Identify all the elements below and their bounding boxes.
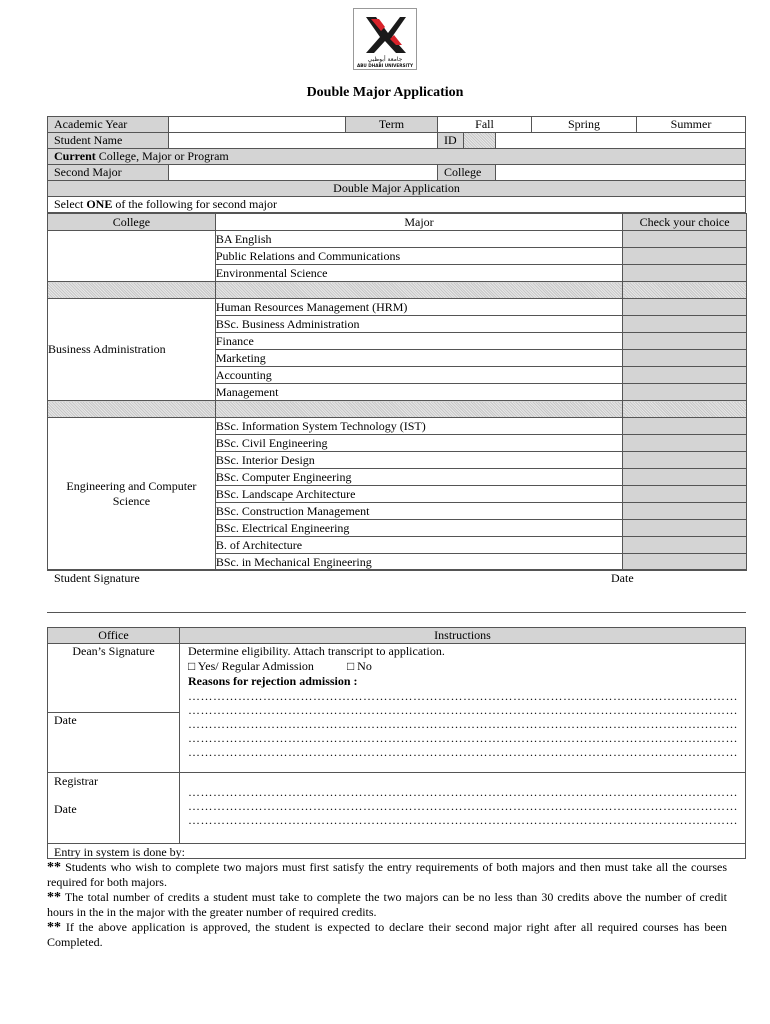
separator-row <box>623 401 747 418</box>
eligibility-box <box>179 643 746 773</box>
current-rest: College, Major or Program <box>95 149 229 163</box>
check-choice-cell[interactable] <box>623 554 747 571</box>
section-title-bar: Double Major Application <box>47 180 746 197</box>
deans-signature-field[interactable] <box>47 657 180 713</box>
check-choice-cell[interactable] <box>623 384 747 401</box>
term-fall[interactable]: Fall <box>437 116 532 133</box>
check-choice-cell[interactable] <box>623 316 747 333</box>
check-choice-cell[interactable] <box>623 503 747 520</box>
entry-label: Entry in system is done by: <box>54 845 185 859</box>
reason-line[interactable]: …………………………………………………………………………………………………………………… <box>188 745 738 759</box>
check-choice-cell[interactable] <box>623 435 747 452</box>
registrar-label: Registrar <box>54 774 98 788</box>
separator-row <box>48 282 216 299</box>
major-item: BSc. Interior Design <box>215 452 622 469</box>
major-item: Environmental Science <box>215 265 622 282</box>
note-text: Students who wish to complete two majors must first satisfy the entry requirements of both majors and then must take all the courses required for both majors. <box>47 860 727 889</box>
admission-options <box>188 659 739 674</box>
major-item: BSc. Information System Technology (IST) <box>215 418 622 435</box>
student-name-field[interactable] <box>168 132 438 149</box>
reason-line[interactable]: …………………………………………………………………………………………………………………… <box>188 689 738 703</box>
registrar-line[interactable]: …………………………………………………………………………………………………………………… <box>188 799 738 813</box>
major-item: B. of Architecture <box>215 537 622 554</box>
major-item: BSc. Construction Management <box>215 503 622 520</box>
student-signature-label[interactable]: Student Signature <box>54 571 140 585</box>
major-item: Marketing <box>215 350 622 367</box>
reasons-label: Reasons for rejection admission : <box>188 674 358 688</box>
major-item: Human Resources Management (HRM) <box>215 299 622 316</box>
major-item: BSc. Computer Engineering <box>215 469 622 486</box>
office-header: Office <box>47 627 180 644</box>
entry-in-system-row[interactable] <box>47 843 746 859</box>
major-item: BSc. Electrical Engineering <box>215 520 622 537</box>
col-check-header: Check your choice <box>623 214 747 231</box>
reason-line[interactable]: …………………………………………………………………………………………………………………… <box>188 731 738 745</box>
logo-arabic-text: جامعة أبوظبي <box>367 56 403 63</box>
check-choice-cell[interactable] <box>623 537 747 554</box>
eligibility-text: Determine eligibility. Attach transcript to application. <box>188 644 445 658</box>
note-item <box>47 890 727 920</box>
col-major-header: Major <box>215 214 622 231</box>
logo-name-text: ABU DHABI UNIVERSITY <box>357 63 413 68</box>
yes-regular-admission-checkbox[interactable]: □ Yes/ Regular Admission <box>188 659 314 673</box>
registrar-line[interactable]: …………………………………………………………………………………………………………………… <box>188 785 738 799</box>
term-summer[interactable]: Summer <box>636 116 746 133</box>
note-mark: ** <box>47 890 61 905</box>
registrar-date-label: Date <box>54 802 77 816</box>
select-bold: ONE <box>86 197 113 211</box>
major-item: Management <box>215 384 622 401</box>
registrar-box[interactable] <box>47 772 180 844</box>
check-choice-cell[interactable] <box>623 333 747 350</box>
major-item: BSc. Civil Engineering <box>215 435 622 452</box>
college-cell-engineering: Engineering and Computer Science <box>48 418 216 571</box>
col-college-header: College <box>48 214 216 231</box>
college-field[interactable] <box>495 164 746 181</box>
separator-row <box>48 401 216 418</box>
check-choice-cell[interactable] <box>623 367 747 384</box>
major-item: BSc. Landscape Architecture <box>215 486 622 503</box>
second-major-field[interactable] <box>168 164 438 181</box>
note-item <box>47 860 727 890</box>
majors-table <box>47 213 747 571</box>
signature-bottom-rule <box>47 612 746 613</box>
reason-line[interactable]: …………………………………………………………………………………………………………………… <box>188 703 738 717</box>
check-choice-cell[interactable] <box>623 486 747 503</box>
major-item: BSc. in Mechanical Engineering <box>215 554 622 571</box>
check-choice-cell[interactable] <box>623 299 747 316</box>
major-item: Public Relations and Communications <box>215 248 622 265</box>
note-item <box>47 920 727 950</box>
university-logo <box>353 8 417 70</box>
id-label: ID <box>437 132 464 149</box>
student-name-label: Student Name <box>47 132 169 149</box>
separator-row <box>623 282 747 299</box>
id-shaded-cell <box>463 132 496 149</box>
second-major-label: Second Major <box>47 164 169 181</box>
college-cell-0 <box>48 231 216 282</box>
check-choice-cell[interactable] <box>623 248 747 265</box>
college-label: College <box>437 164 496 181</box>
major-item: Finance <box>215 333 622 350</box>
select-pre: Select <box>54 197 87 211</box>
notes-section <box>47 860 727 950</box>
dean-date-label: Date <box>54 713 77 727</box>
current-bold: Current <box>54 149 96 163</box>
check-choice-cell[interactable] <box>623 452 747 469</box>
major-item: BA English <box>215 231 622 248</box>
page-title: Double Major Application <box>306 85 464 100</box>
registrar-line[interactable]: …………………………………………………………………………………………………………………… <box>188 813 738 827</box>
registrar-notes-box <box>179 772 746 844</box>
note-text: The total number of credits a student must take to complete the two majors can be no less than 30 credits above the number of credit hours in the in the major with the greater number of required credits. <box>47 890 727 919</box>
note-mark: ** <box>47 920 61 935</box>
no-checkbox[interactable]: □ No <box>346 659 372 673</box>
term-label: Term <box>345 116 438 133</box>
select-one-instruction <box>47 196 746 213</box>
instructions-header: Instructions <box>179 627 746 644</box>
dean-date-field[interactable] <box>47 712 180 773</box>
reason-line[interactable]: …………………………………………………………………………………………………………………… <box>188 717 738 731</box>
separator-row <box>215 401 622 418</box>
student-date-label[interactable]: Date <box>611 571 634 585</box>
check-choice-cell[interactable] <box>623 418 747 435</box>
logo-mark-icon <box>354 9 416 69</box>
check-choice-cell[interactable] <box>623 469 747 486</box>
note-mark: ** <box>47 860 61 875</box>
major-item: BSc. Business Administration <box>215 316 622 333</box>
major-item: Accounting <box>215 367 622 384</box>
check-choice-cell[interactable] <box>623 350 747 367</box>
check-choice-cell[interactable] <box>623 231 747 248</box>
college-cell-business: Business Administration <box>48 299 216 401</box>
term-spring[interactable]: Spring <box>531 116 637 133</box>
academic-year-label: Academic Year <box>47 116 169 133</box>
note-text: If the above application is approved, the student is expected to declare their second major right after all required courses has been Completed. <box>47 920 727 949</box>
academic-year-field[interactable] <box>168 116 346 133</box>
deans-signature-label: Dean’s Signature <box>47 643 180 658</box>
signature-top-rule <box>47 569 746 570</box>
id-field[interactable] <box>495 132 746 149</box>
select-post: of the following for second major <box>112 197 277 211</box>
check-choice-cell[interactable] <box>623 265 747 282</box>
separator-row <box>215 282 622 299</box>
check-choice-cell[interactable] <box>623 520 747 537</box>
current-program-label <box>47 148 746 165</box>
